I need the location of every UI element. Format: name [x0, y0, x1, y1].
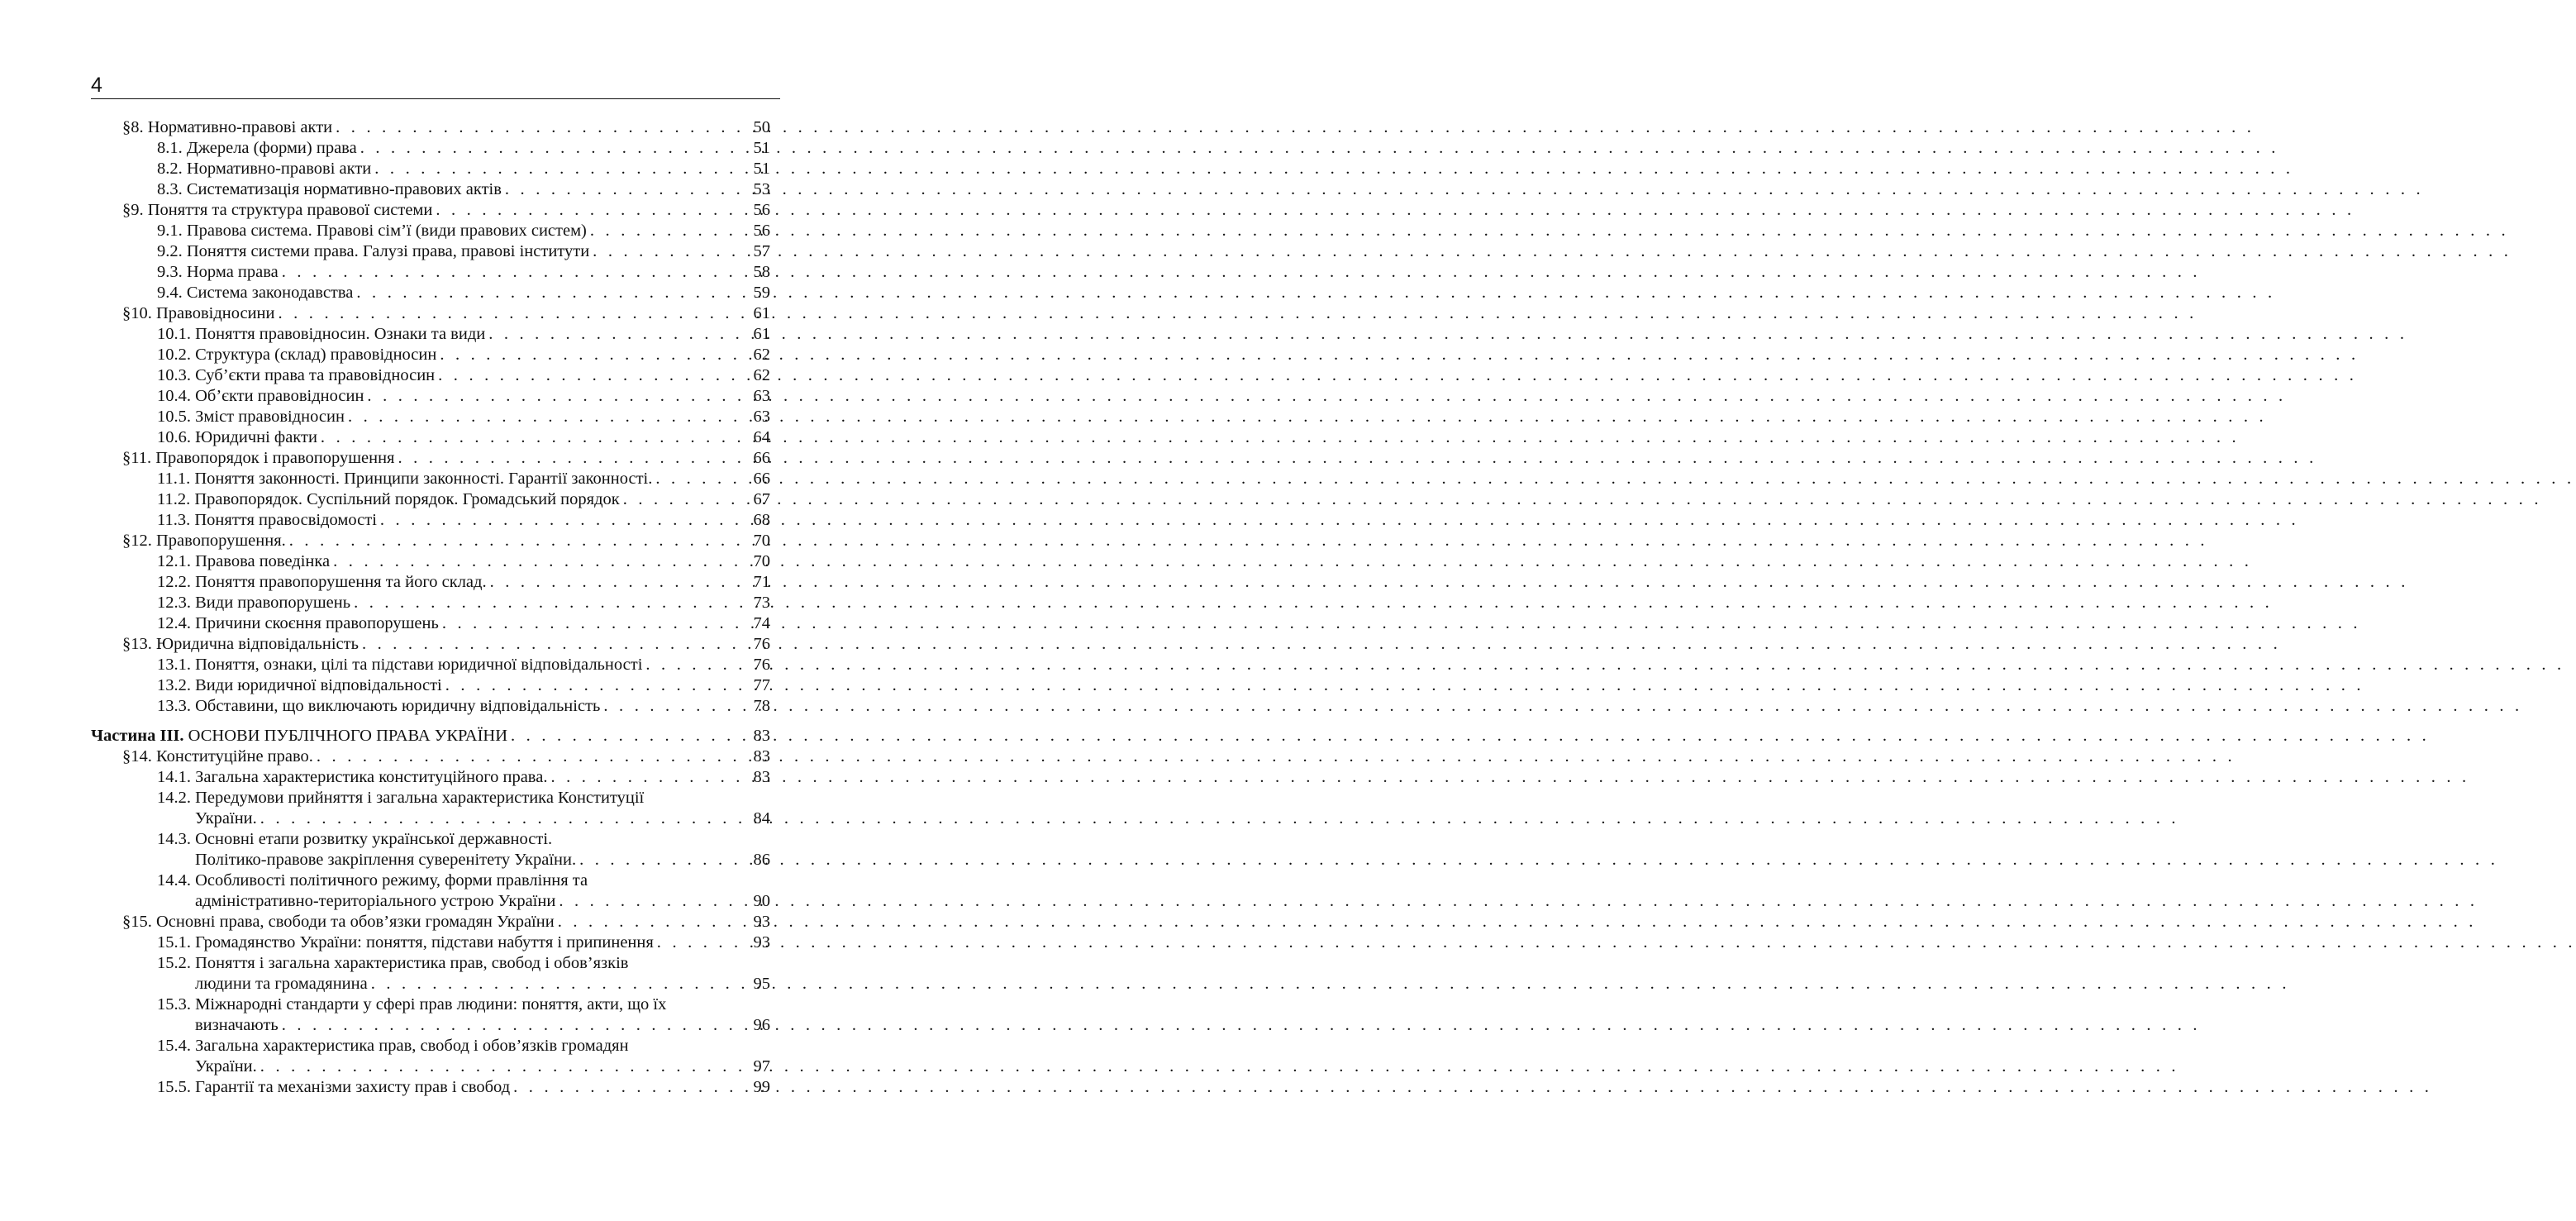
toc-page-number: 66	[753, 449, 770, 467]
toc-page-number: 83	[753, 747, 770, 766]
toc-entry-text	[157, 870, 588, 891]
toc-entry-text	[91, 726, 507, 746]
toc-entry-text	[157, 365, 435, 386]
toc-entry-text	[157, 696, 600, 717]
toc-dot-leader	[374, 159, 745, 179]
toc-page-number: 99	[753, 1078, 770, 1096]
toc-entry-text	[157, 572, 487, 593]
toc-subsection-entry	[91, 221, 770, 241]
toc-dot-leader	[623, 489, 745, 510]
toc-dot-leader	[348, 407, 745, 427]
toc-entry-text	[157, 283, 353, 303]
toc-dot-leader	[590, 221, 745, 241]
toc-entry-continuation	[91, 1015, 770, 1036]
toc-dot-leader	[367, 386, 745, 407]
toc-dot-leader	[436, 200, 745, 221]
toc-entry-continuation	[91, 1056, 770, 1077]
toc-page-number: 77	[753, 676, 770, 694]
toc-entry-title: 12.1. Правова поведінка	[157, 552, 331, 570]
toc-dot-leader	[279, 303, 746, 324]
toc-page-number: 51	[753, 139, 770, 157]
toc-entry-text	[122, 531, 286, 551]
toc-subsection-entry	[91, 407, 770, 427]
toc-dot-leader	[321, 427, 745, 448]
toc-entry-text	[157, 241, 589, 262]
toc-section-entry	[91, 448, 770, 469]
toc-dot-leader	[438, 365, 745, 386]
toc-entry-title: 9.4. Система законодавства	[157, 284, 354, 302]
toc-page-number: 76	[753, 656, 770, 674]
toc-dot-leader	[289, 531, 745, 551]
toc-page-number: 56	[753, 201, 770, 219]
toc-entry-text	[157, 138, 357, 159]
toc-dot-leader	[550, 767, 745, 788]
toc-page-number: 53	[753, 180, 770, 198]
toc-subsection-entry	[91, 489, 770, 510]
toc-page-number: 61	[753, 325, 770, 343]
toc-dot-leader	[657, 932, 745, 953]
toc-entry-title: 8.3. Систематизація нормативно-правових актів	[157, 180, 502, 198]
toc-subsection-entry	[91, 1036, 770, 1056]
toc-entry-text	[195, 808, 257, 829]
toc-entry-text	[157, 932, 654, 953]
toc-subsection-entry	[91, 994, 770, 1015]
toc-dot-leader	[360, 138, 745, 159]
toc-entry-title: 9.2. Поняття системи права. Галузі права, правові інститути	[157, 242, 590, 260]
toc-page-number: 64	[753, 428, 770, 446]
header-rule	[91, 98, 780, 99]
toc-page-number: 62	[753, 366, 770, 384]
toc-page-number: 66	[753, 470, 770, 488]
toc-dot-leader	[282, 1015, 745, 1036]
toc-dot-leader	[593, 241, 745, 262]
toc-entry-title: 15.3. Міжнародні стандарти у сфері прав людини: поняття, акти, що їх	[157, 995, 667, 1014]
toc-entry-title: 13.3. Обставини, що виключають юридичну відповідальність	[157, 697, 601, 715]
toc-entry-title: §8. Нормативно-правові акти	[122, 118, 333, 136]
toc-page-number: 56	[753, 222, 770, 240]
toc-entry-text	[195, 1056, 257, 1077]
toc-subsection-entry	[91, 932, 770, 953]
toc-entry-text	[122, 303, 275, 324]
toc-subsection-entry	[91, 696, 770, 717]
toc-entry-title: 10.2. Структура (склад) правовідносин	[157, 346, 437, 364]
toc-dot-leader	[260, 1056, 745, 1077]
toc-entry-text	[157, 675, 442, 696]
toc-section-entry	[91, 634, 770, 655]
toc-entry-text	[157, 469, 652, 489]
toc-entry-text	[157, 407, 345, 427]
toc-entry-title: визначають	[195, 1016, 279, 1034]
toc-entry-text	[157, 593, 350, 613]
toc-subsection-entry	[91, 510, 770, 531]
toc-subsection-entry	[91, 613, 770, 634]
toc-section-entry	[91, 912, 770, 932]
toc-entry-text	[122, 448, 394, 469]
toc-entry-title: 14.4. Особливості політичного режиму, форми правління та	[157, 871, 588, 890]
toc-dot-leader	[362, 634, 745, 655]
table-of-contents	[91, 117, 770, 1098]
toc-subsection-entry	[91, 551, 770, 572]
toc-dot-leader	[513, 1077, 745, 1098]
toc-entry-text	[157, 179, 502, 200]
toc-page-number: 67	[753, 490, 770, 508]
toc-page-number: 90	[753, 892, 770, 910]
toc-page-number: 50	[753, 118, 770, 136]
toc-page-number: 93	[753, 933, 770, 952]
toc-entry-text	[157, 767, 547, 788]
toc-dot-leader	[354, 593, 745, 613]
toc-page-number: 70	[753, 552, 770, 570]
toc-entry-text	[157, 1077, 510, 1098]
toc-entry-text	[157, 953, 628, 974]
toc-section-entry	[91, 746, 770, 767]
toc-page-number: 97	[753, 1057, 770, 1076]
toc-entry-text	[157, 427, 317, 448]
toc-part-heading	[91, 726, 770, 746]
toc-page-number: 78	[753, 697, 770, 715]
toc-entry-continuation	[91, 891, 770, 912]
toc-entry-title: 14.1. Загальна характеристика конституційного права.	[157, 768, 548, 786]
toc-page-number: 51	[753, 160, 770, 178]
toc-page-number: 76	[753, 635, 770, 653]
toc-entry-title: §10. Правовідносини	[122, 304, 275, 322]
toc-entry-text	[157, 345, 436, 365]
toc-page-number: 68	[753, 511, 770, 529]
toc-page-number: 61	[753, 304, 770, 322]
toc-section-entry	[91, 117, 770, 138]
toc-entry-title: §12. Правопорушення.	[122, 532, 286, 550]
toc-dot-leader	[445, 675, 745, 696]
toc-entry-title: 11.2. Правопорядок. Суспільний порядок. Громадський порядок	[157, 490, 620, 508]
toc-page-number: 84	[753, 809, 770, 828]
toc-dot-leader	[356, 283, 745, 303]
toc-entry-title: §9. Поняття та структура правової системи	[122, 201, 433, 219]
toc-subsection-entry	[91, 572, 770, 593]
toc-entry-title: 12.3. Види правопорушень	[157, 594, 351, 612]
toc-subsection-entry	[91, 262, 770, 283]
toc-dot-leader	[282, 262, 745, 283]
toc-subsection-entry	[91, 324, 770, 345]
toc-entry-title: §14. Конституційне право.	[122, 747, 313, 766]
toc-subsection-entry	[91, 655, 770, 675]
toc-subsection-entry	[91, 179, 770, 200]
toc-subsection-entry	[91, 159, 770, 179]
toc-entry-title: 14.2. Передумови прийняття і загальна характеристика Конституції	[157, 789, 645, 807]
toc-entry-title: 10.3. Суб’єкти права та правовідносин	[157, 366, 436, 384]
toc-entry-text	[157, 221, 587, 241]
toc-entry-text	[157, 386, 364, 407]
toc-entry-title: §15. Основні права, свободи та обов’язки громадян України	[122, 913, 555, 931]
toc-dot-leader	[442, 613, 745, 634]
toc-entry-text	[122, 746, 313, 767]
toc-page-number: 93	[753, 913, 770, 931]
toc-entry-text	[195, 850, 576, 870]
toc-entry-text	[157, 613, 439, 634]
toc-subsection-entry	[91, 138, 770, 159]
toc-dot-leader	[655, 469, 745, 489]
toc-entry-title: 9.1. Правова система. Правові сім’ї (види правових систем)	[157, 222, 587, 240]
toc-subsection-entry	[91, 365, 770, 386]
toc-subsection-entry	[91, 953, 770, 974]
toc-entry-title: 15.5. Гарантії та механізми захисту прав і свобод	[157, 1078, 511, 1096]
toc-entry-title: §13. Юридична відповідальність	[122, 635, 359, 653]
toc-subsection-entry	[91, 283, 770, 303]
toc-entry-title: 10.4. Об’єкти правовідносин	[157, 387, 364, 405]
toc-page-number: 95	[753, 975, 770, 993]
toc-page-number: 71	[753, 573, 770, 591]
toc-entry-title: 8.1. Джерела (форми) права	[157, 139, 357, 157]
toc-entry-continuation	[91, 974, 770, 994]
toc-entry-text	[157, 489, 620, 510]
toc-entry-title: §11. Правопорядок і правопорушення	[122, 449, 395, 467]
toc-dot-leader	[333, 551, 745, 572]
toc-entry-text	[157, 324, 485, 345]
toc-entry-title: 9.3. Норма права	[157, 263, 279, 281]
toc-entry-text	[122, 200, 432, 221]
toc-entry-title: ОСНОВИ ПУБЛІЧНОГО ПРАВА УКРАЇНИ	[183, 727, 508, 745]
toc-subsection-entry	[91, 829, 770, 850]
toc-section-entry	[91, 200, 770, 221]
toc-subsection-entry	[91, 788, 770, 808]
toc-dot-leader	[260, 808, 745, 829]
toc-page-number: 73	[753, 594, 770, 612]
toc-section-entry	[91, 303, 770, 324]
toc-entry-text	[157, 551, 330, 572]
toc-entry-text	[157, 655, 642, 675]
toc-page-number: 83	[753, 768, 770, 786]
toc-subsection-entry	[91, 427, 770, 448]
toc-entry-text	[157, 788, 644, 808]
toc-entry-text	[157, 1036, 629, 1056]
toc-page-number: 58	[753, 263, 770, 281]
toc-entry-text	[195, 1015, 279, 1036]
toc-entry-text	[122, 634, 359, 655]
toc-entry-title: 12.4. Причини скоєння правопорушень	[157, 614, 439, 632]
toc-entry-title: 10.5. Зміст правовідносин	[157, 408, 345, 426]
toc-entry-text	[122, 912, 555, 932]
toc-dot-leader	[317, 746, 745, 767]
toc-entry-text	[157, 262, 279, 283]
toc-subsection-entry	[91, 345, 770, 365]
toc-entry-title: адміністративно-територіального устрою України	[195, 892, 556, 910]
toc-section-entry	[91, 531, 770, 551]
toc-entry-title: 12.2. Поняття правопорушення та його склад.	[157, 573, 487, 591]
toc-subsection-entry	[91, 386, 770, 407]
toc-entry-title: 13.1. Поняття, ознаки, цілі та підстави юридичної відповідальності	[157, 656, 643, 674]
toc-page-number: 74	[753, 614, 770, 632]
toc-entry-title: 8.2. Нормативно-правові акти	[157, 160, 372, 178]
toc-dot-leader	[645, 655, 745, 675]
toc-entry-text	[157, 994, 666, 1015]
toc-entry-title: 10.1. Поняття правовідносин. Ознаки та види	[157, 325, 486, 343]
toc-part-label: Частина III.	[91, 727, 184, 745]
toc-dot-leader	[440, 345, 745, 365]
toc-dot-leader	[398, 448, 745, 469]
toc-entry-title: 15.2. Поняття і загальна характеристика прав, свобод і обов’язків	[157, 954, 629, 972]
toc-entry-title: Політико-правове закріплення суверенітету України.	[195, 851, 577, 869]
toc-dot-leader	[371, 974, 745, 994]
toc-page-number: 63	[753, 408, 770, 426]
toc-page-number: 63	[753, 387, 770, 405]
toc-page-number: 83	[753, 727, 770, 745]
toc-page-number: 62	[753, 346, 770, 364]
toc-subsection-entry	[91, 870, 770, 891]
toc-subsection-entry	[91, 1077, 770, 1098]
toc-entry-title: 15.1. Громадянство України: поняття, підстави набуття і припинення	[157, 933, 654, 952]
toc-entry-text	[195, 974, 368, 994]
toc-dot-leader	[579, 850, 745, 870]
toc-entry-title: 11.1. Поняття законності. Принципи законності. Гарантії законності.	[157, 470, 653, 488]
toc-entry-title: України.	[195, 1057, 257, 1076]
toc-subsection-entry	[91, 767, 770, 788]
toc-page-number: 96	[753, 1016, 770, 1034]
toc-dot-leader	[558, 912, 745, 932]
toc-dot-leader	[603, 696, 745, 717]
toc-entry-title: 14.3. Основні етапи розвитку української державності.	[157, 830, 553, 848]
toc-dot-leader	[380, 510, 745, 531]
toc-dot-leader	[511, 726, 745, 746]
toc-entry-continuation	[91, 850, 770, 870]
toc-entry-text	[157, 510, 377, 531]
toc-entry-title: України.	[195, 809, 257, 828]
toc-dot-leader	[490, 572, 745, 593]
toc-page-number: 57	[753, 242, 770, 260]
toc-entry-title: 15.4. Загальна характеристика прав, свобод і обов’язків громадян	[157, 1037, 629, 1055]
toc-page-number: 86	[753, 851, 770, 869]
toc-entry-text	[122, 117, 332, 138]
toc-entry-text	[157, 159, 371, 179]
toc-subsection-entry	[91, 675, 770, 696]
toc-entry-title: 11.3. Поняття правосвідомості	[157, 511, 377, 529]
toc-entry-title: людини та громадянина	[195, 975, 368, 993]
toc-entry-title: 10.6. Юридичні факти	[157, 428, 317, 446]
toc-dot-leader	[488, 324, 745, 345]
toc-subsection-entry	[91, 469, 770, 489]
toc-page-number: 70	[753, 532, 770, 550]
page-number: 4	[91, 74, 102, 97]
toc-entry-text	[157, 829, 552, 850]
toc-entry-title: 13.2. Види юридичної відповідальності	[157, 676, 442, 694]
toc-dot-leader	[559, 891, 745, 912]
toc-entry-text	[195, 891, 555, 912]
toc-page-number: 59	[753, 284, 770, 302]
toc-entry-continuation	[91, 808, 770, 829]
toc-dot-leader	[336, 117, 745, 138]
toc-subsection-entry	[91, 593, 770, 613]
toc-subsection-entry	[91, 241, 770, 262]
toc-dot-leader	[505, 179, 745, 200]
